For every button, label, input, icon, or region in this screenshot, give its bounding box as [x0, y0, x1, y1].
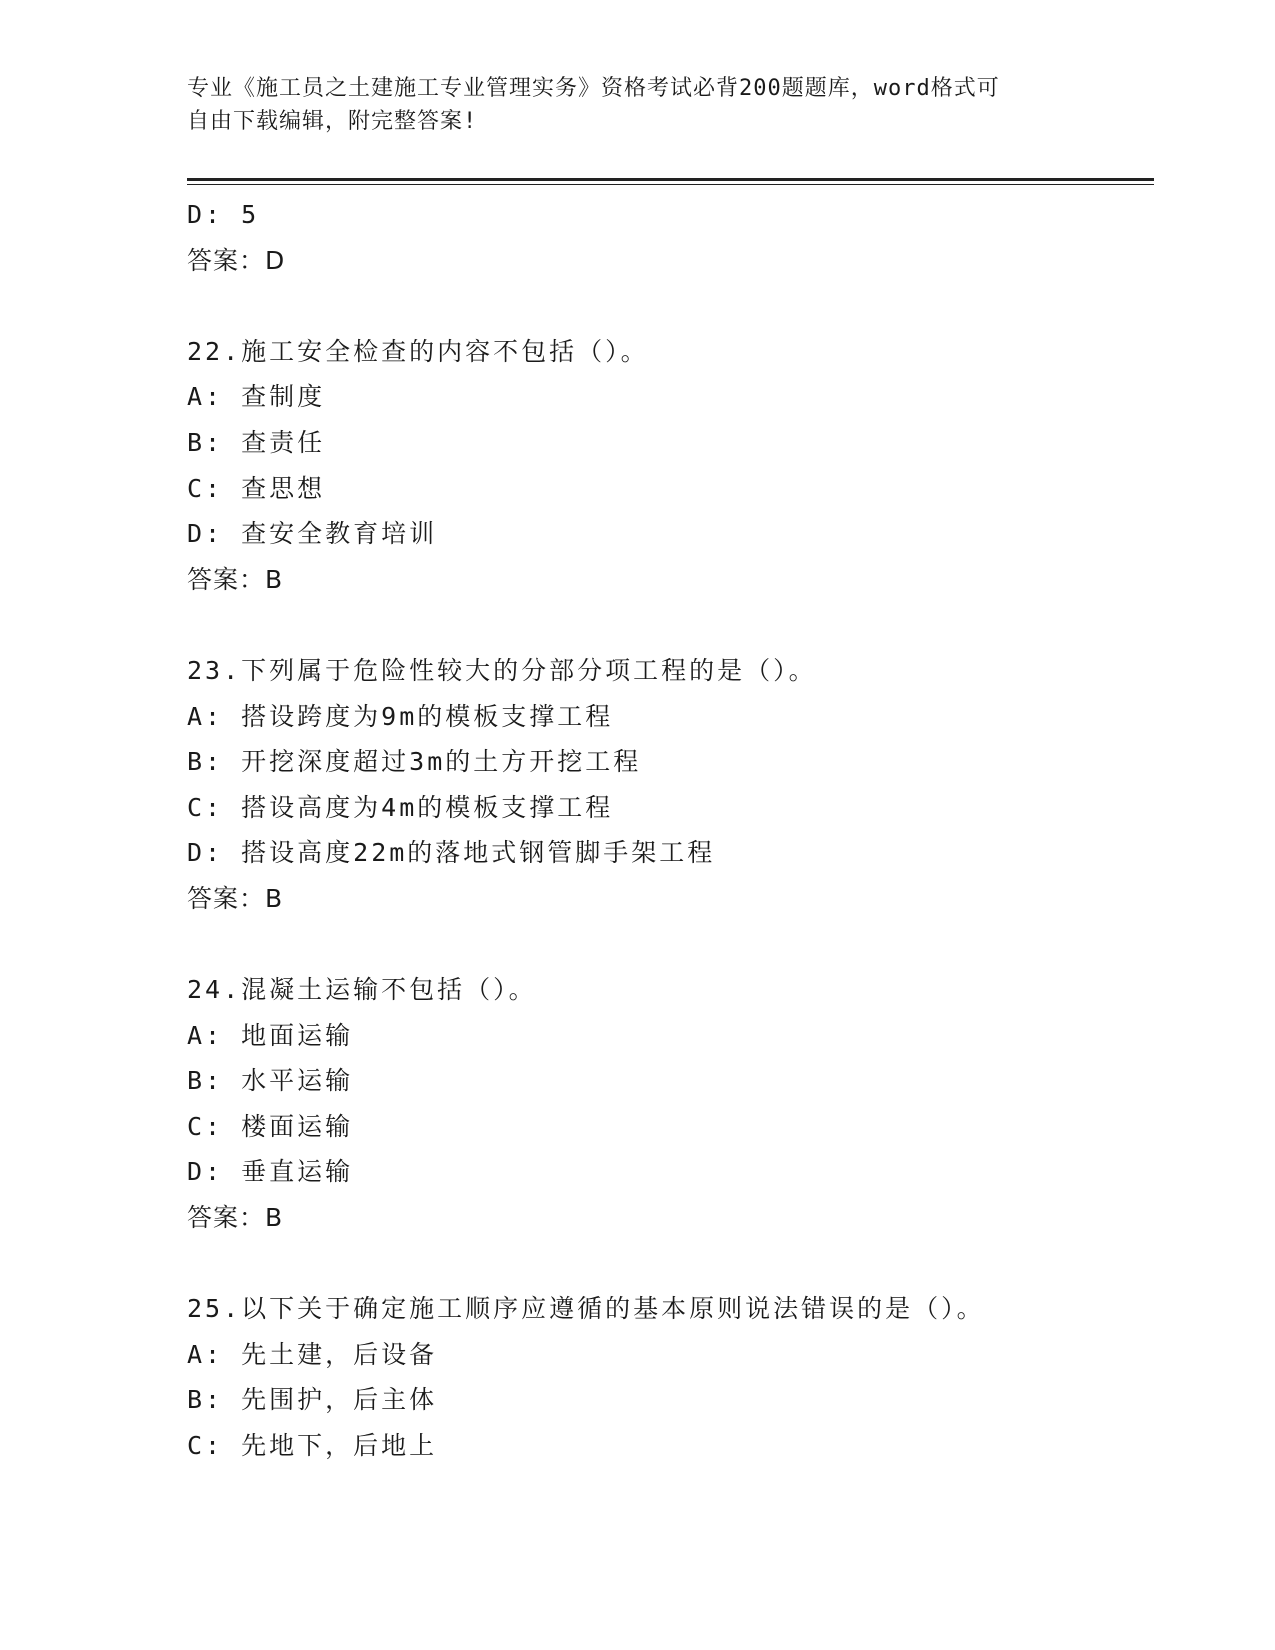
answer-line: 答案：B [187, 883, 284, 913]
option-c: C: 先地下，后地上 [187, 1431, 438, 1461]
header-divider-thick [187, 178, 1154, 181]
question-stem: 24.混凝土运输不包括（）。 [187, 975, 537, 1005]
option-d: D: 查安全教育培训 [187, 519, 438, 549]
option-b: B: 先围护，后主体 [187, 1385, 438, 1415]
spacer [187, 922, 1147, 968]
header-line-2: 自由下载编辑，附完整答案! [187, 109, 478, 134]
option-a: A: 先土建，后设备 [187, 1339, 438, 1369]
option-b: B: 查责任 [187, 427, 326, 457]
question-23 [187, 648, 1147, 922]
option-b: B: 开挖深度超过3m的土方开挖工程 [187, 747, 642, 777]
answer-line: 答案：B [187, 1203, 284, 1233]
option-c: C: 楼面运输 [187, 1111, 354, 1141]
answer-line: 答案：B [187, 564, 284, 594]
question-stem: 22.施工安全检查的内容不包括（）。 [187, 336, 649, 366]
question-list [187, 192, 1147, 1469]
answer-line: 答案：D [187, 245, 286, 275]
document-header [187, 72, 1067, 138]
option-d: D: 5 [187, 200, 260, 229]
question-stem: 23.下列属于危险性较大的分部分项工程的是（）。 [187, 655, 817, 685]
option-d: D: 搭设高度22m的落地式钢管脚手架工程 [187, 838, 716, 868]
option-d: D: 垂直运输 [187, 1157, 354, 1187]
header-line-1: 专业《施工员之土建施工专业管理实务》资格考试必背200题题库，word格式可 [187, 76, 1000, 101]
question-stem: 25.以下关于确定施工顺序应遵循的基本原则说法错误的是（）。 [187, 1294, 985, 1324]
spacer [187, 283, 1147, 329]
spacer [187, 602, 1147, 648]
option-c: C: 查思想 [187, 473, 326, 503]
option-a: A: 搭设跨度为9m的模板支撑工程 [187, 701, 614, 731]
option-a: A: 查制度 [187, 382, 326, 412]
header-divider-thin [187, 184, 1154, 185]
question-24 [187, 967, 1147, 1241]
option-c: C: 搭设高度为4m的模板支撑工程 [187, 792, 614, 822]
question-22 [187, 329, 1147, 603]
question-25 [187, 1286, 1147, 1468]
option-a: A: 地面运输 [187, 1020, 354, 1050]
option-b: B: 水平运输 [187, 1066, 354, 1096]
spacer [187, 1241, 1147, 1287]
